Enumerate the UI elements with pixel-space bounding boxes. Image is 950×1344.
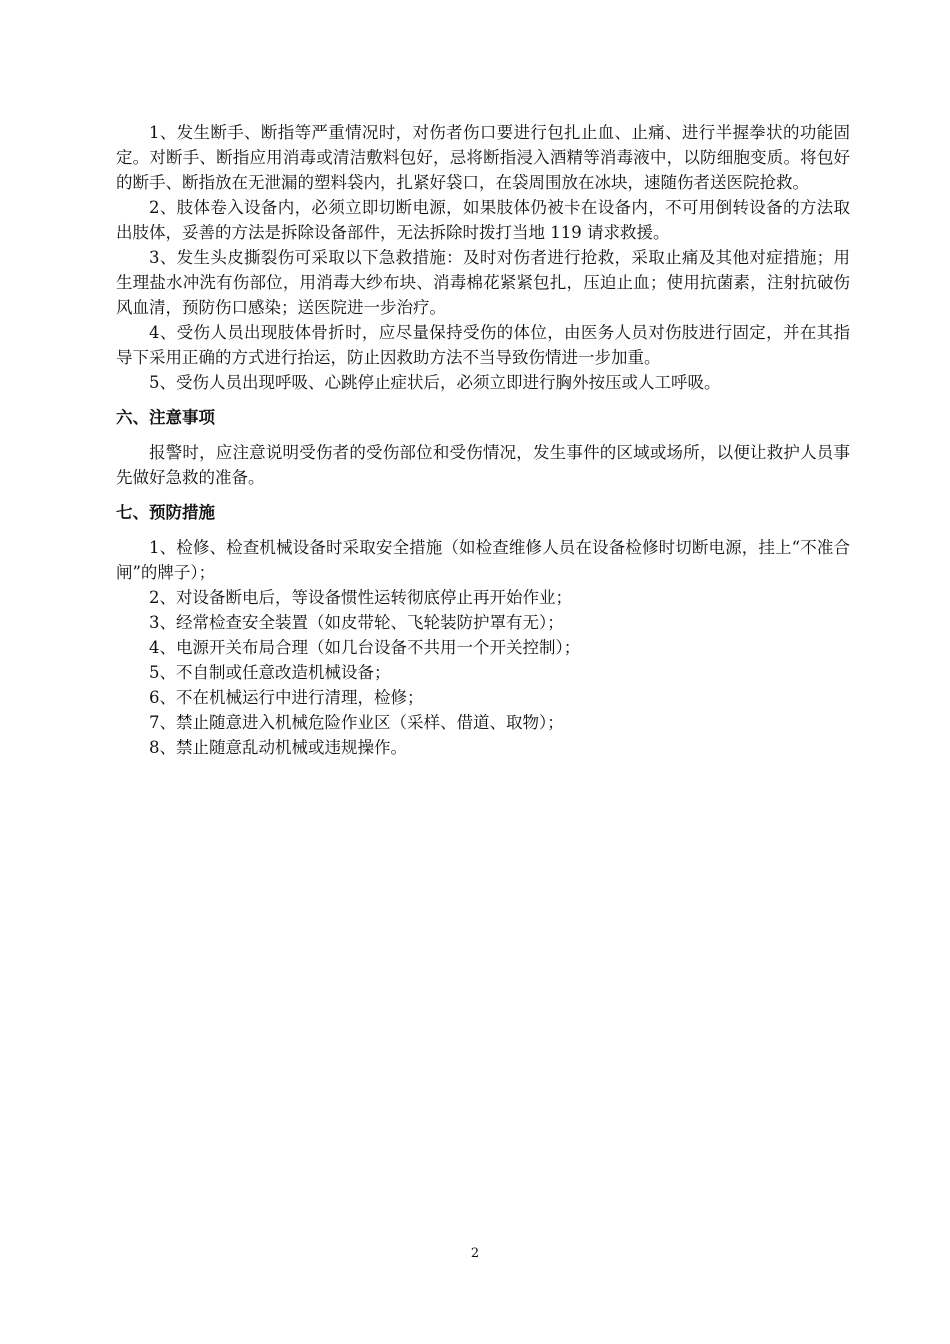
first-aid-item-1: 1、发生断手、断指等严重情况时，对伤者伤口要进行包扎止血、止痛、进行半握拳状的功能固定。对断手、断指应用消毒或清洁敷料包好，忌将断指浸入酒精等消毒液中，以防细胞变质。将包好的断手、断指放在无泄漏的塑料袋内，扎紧好袋口，在袋周围放在冰块，速随伤者送医院抢救。 (116, 123, 850, 192)
first-aid-item-3: 3、发生头皮撕裂伤可采取以下急救措施：及时对伤者进行抢救，采取止痛及其他对症措施；用生理盐水冲洗有伤部位，用消毒大纱布块、消毒棉花紧紧包扎，压迫止血；使用抗菌素，注射抗破伤风血清，预防伤口感染；送医院进一步治疗。 (116, 248, 850, 317)
document-page (116, 120, 850, 760)
prevention-item-2: 2、对设备断电后，等设备惯性运转彻底停止再开始作业； (149, 588, 572, 607)
prevention-item-5: 5、不自制或任意改造机械设备； (149, 663, 391, 682)
prevention-item-8: 8、禁止随意乱动机械或违规操作。 (149, 738, 407, 757)
notes-heading: 六、注意事项 (116, 408, 215, 427)
first-aid-item-4: 4、受伤人员出现肢体骨折时，应尽量保持受伤的体位，由医务人员对伤肢进行固定，并在其指导下采用正确的方式进行抬运，防止因救助方法不当导致伤情进一步加重。 (116, 323, 850, 367)
first-aid-item-2: 2、肢体卷入设备内，必须立即切断电源，如果肢体仍被卡在设备内，不可用倒转设备的方法取出肢体，妥善的方法是拆除设备部件，无法拆除时拨打当地 119 请求救援。 (116, 198, 850, 242)
first-aid-item-5: 5、受伤人员出现呼吸、心跳停止症状后，必须立即进行胸外按压或人工呼吸。 (149, 373, 721, 392)
first-aid-measures-section (116, 120, 850, 395)
page-number: 2 (470, 1246, 480, 1261)
prevention-item-1: 1、检修、检查机械设备时采取安全措施（如检查维修人员在设备检修时切断电源，挂上“不准合闸”的牌子）； (116, 538, 850, 582)
prevention-item-7: 7、禁止随意进入机械危险作业区（采样、借道、取物）； (149, 713, 564, 732)
prevention-section (116, 500, 850, 760)
notes-body: 报警时，应注意说明受伤者的受伤部位和受伤情况，发生事件的区域或场所，以便让救护人员事先做好急救的准备。 (116, 443, 850, 487)
notes-section (116, 405, 850, 490)
prevention-heading: 七、预防措施 (116, 503, 215, 522)
prevention-item-3: 3、经常检查安全装置（如皮带轮、飞轮装防护罩有无）； (149, 613, 564, 632)
prevention-item-4: 4、电源开关布局合理（如几台设备不共用一个开关控制）； (149, 638, 581, 657)
prevention-item-6: 6、不在机械运行中进行清理，检修； (149, 688, 424, 707)
